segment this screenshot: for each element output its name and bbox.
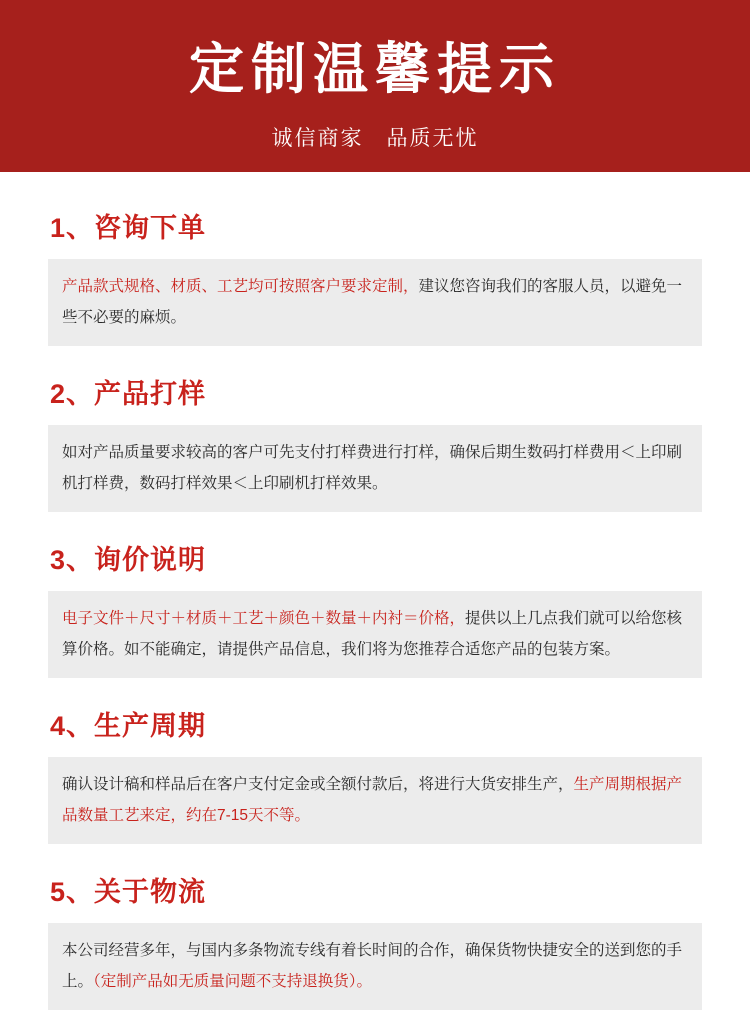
section-title: 5、关于物流 [50,877,207,907]
section-text: 确认设计稿和样品后在客户支付定金或全额付款后，将进行大货安排生产， [62,776,574,793]
section-title: 3、询价说明 [50,545,207,575]
section-text: 建议您咨询我们的客服人员，以避免一些不必要的麻烦。 [62,278,683,326]
section-text-highlight: 电子文件＋尺寸＋材质＋工艺＋颜色＋数量＋内衬＝价格， [62,610,466,627]
section-body [48,425,702,512]
section-title: 2、产品打样 [50,379,207,409]
page-banner [0,0,750,172]
section-body [48,757,702,844]
section-body [48,923,702,1010]
section-item [48,870,702,1010]
section-item [48,206,702,346]
section-item [48,372,702,512]
section-item [48,538,702,678]
section-title: 1、咨询下单 [50,213,207,243]
section-title: 4、生产周期 [50,711,207,741]
section-text-highlight: 生产周期根据产品数量工艺来定，约在7-15天不等。 [62,776,683,824]
section-text: 提供以上几点我们就可以给您核算价格。如不能确定，请提供产品信息，我们将为您推荐合适您产品的包装方案。 [62,610,683,658]
section-body [48,259,702,346]
sections-container [0,172,750,1010]
section-body [48,591,702,678]
section-text: 如对产品质量要求较高的客户可先支付打样费进行打样，确保后期生数码打样费用＜上印刷机打样费，数码打样效果＜上印刷机打样效果。 [62,444,683,492]
page-title: 定制温馨提示 [188,38,561,101]
section-text: 本公司经营多年，与国内多条物流专线有着长时间的合作，确保货物快捷安全的送到您的手上。 [62,942,683,990]
section-item [48,704,702,844]
banner-subtitle: 诚信商家 品质无忧 [271,126,479,150]
section-text-highlight: 产品款式规格、材质、工艺均可按照客户要求定制， [62,278,419,295]
section-text-highlight: （定制产品如无质量问题不支持退换货）。 [93,973,373,990]
